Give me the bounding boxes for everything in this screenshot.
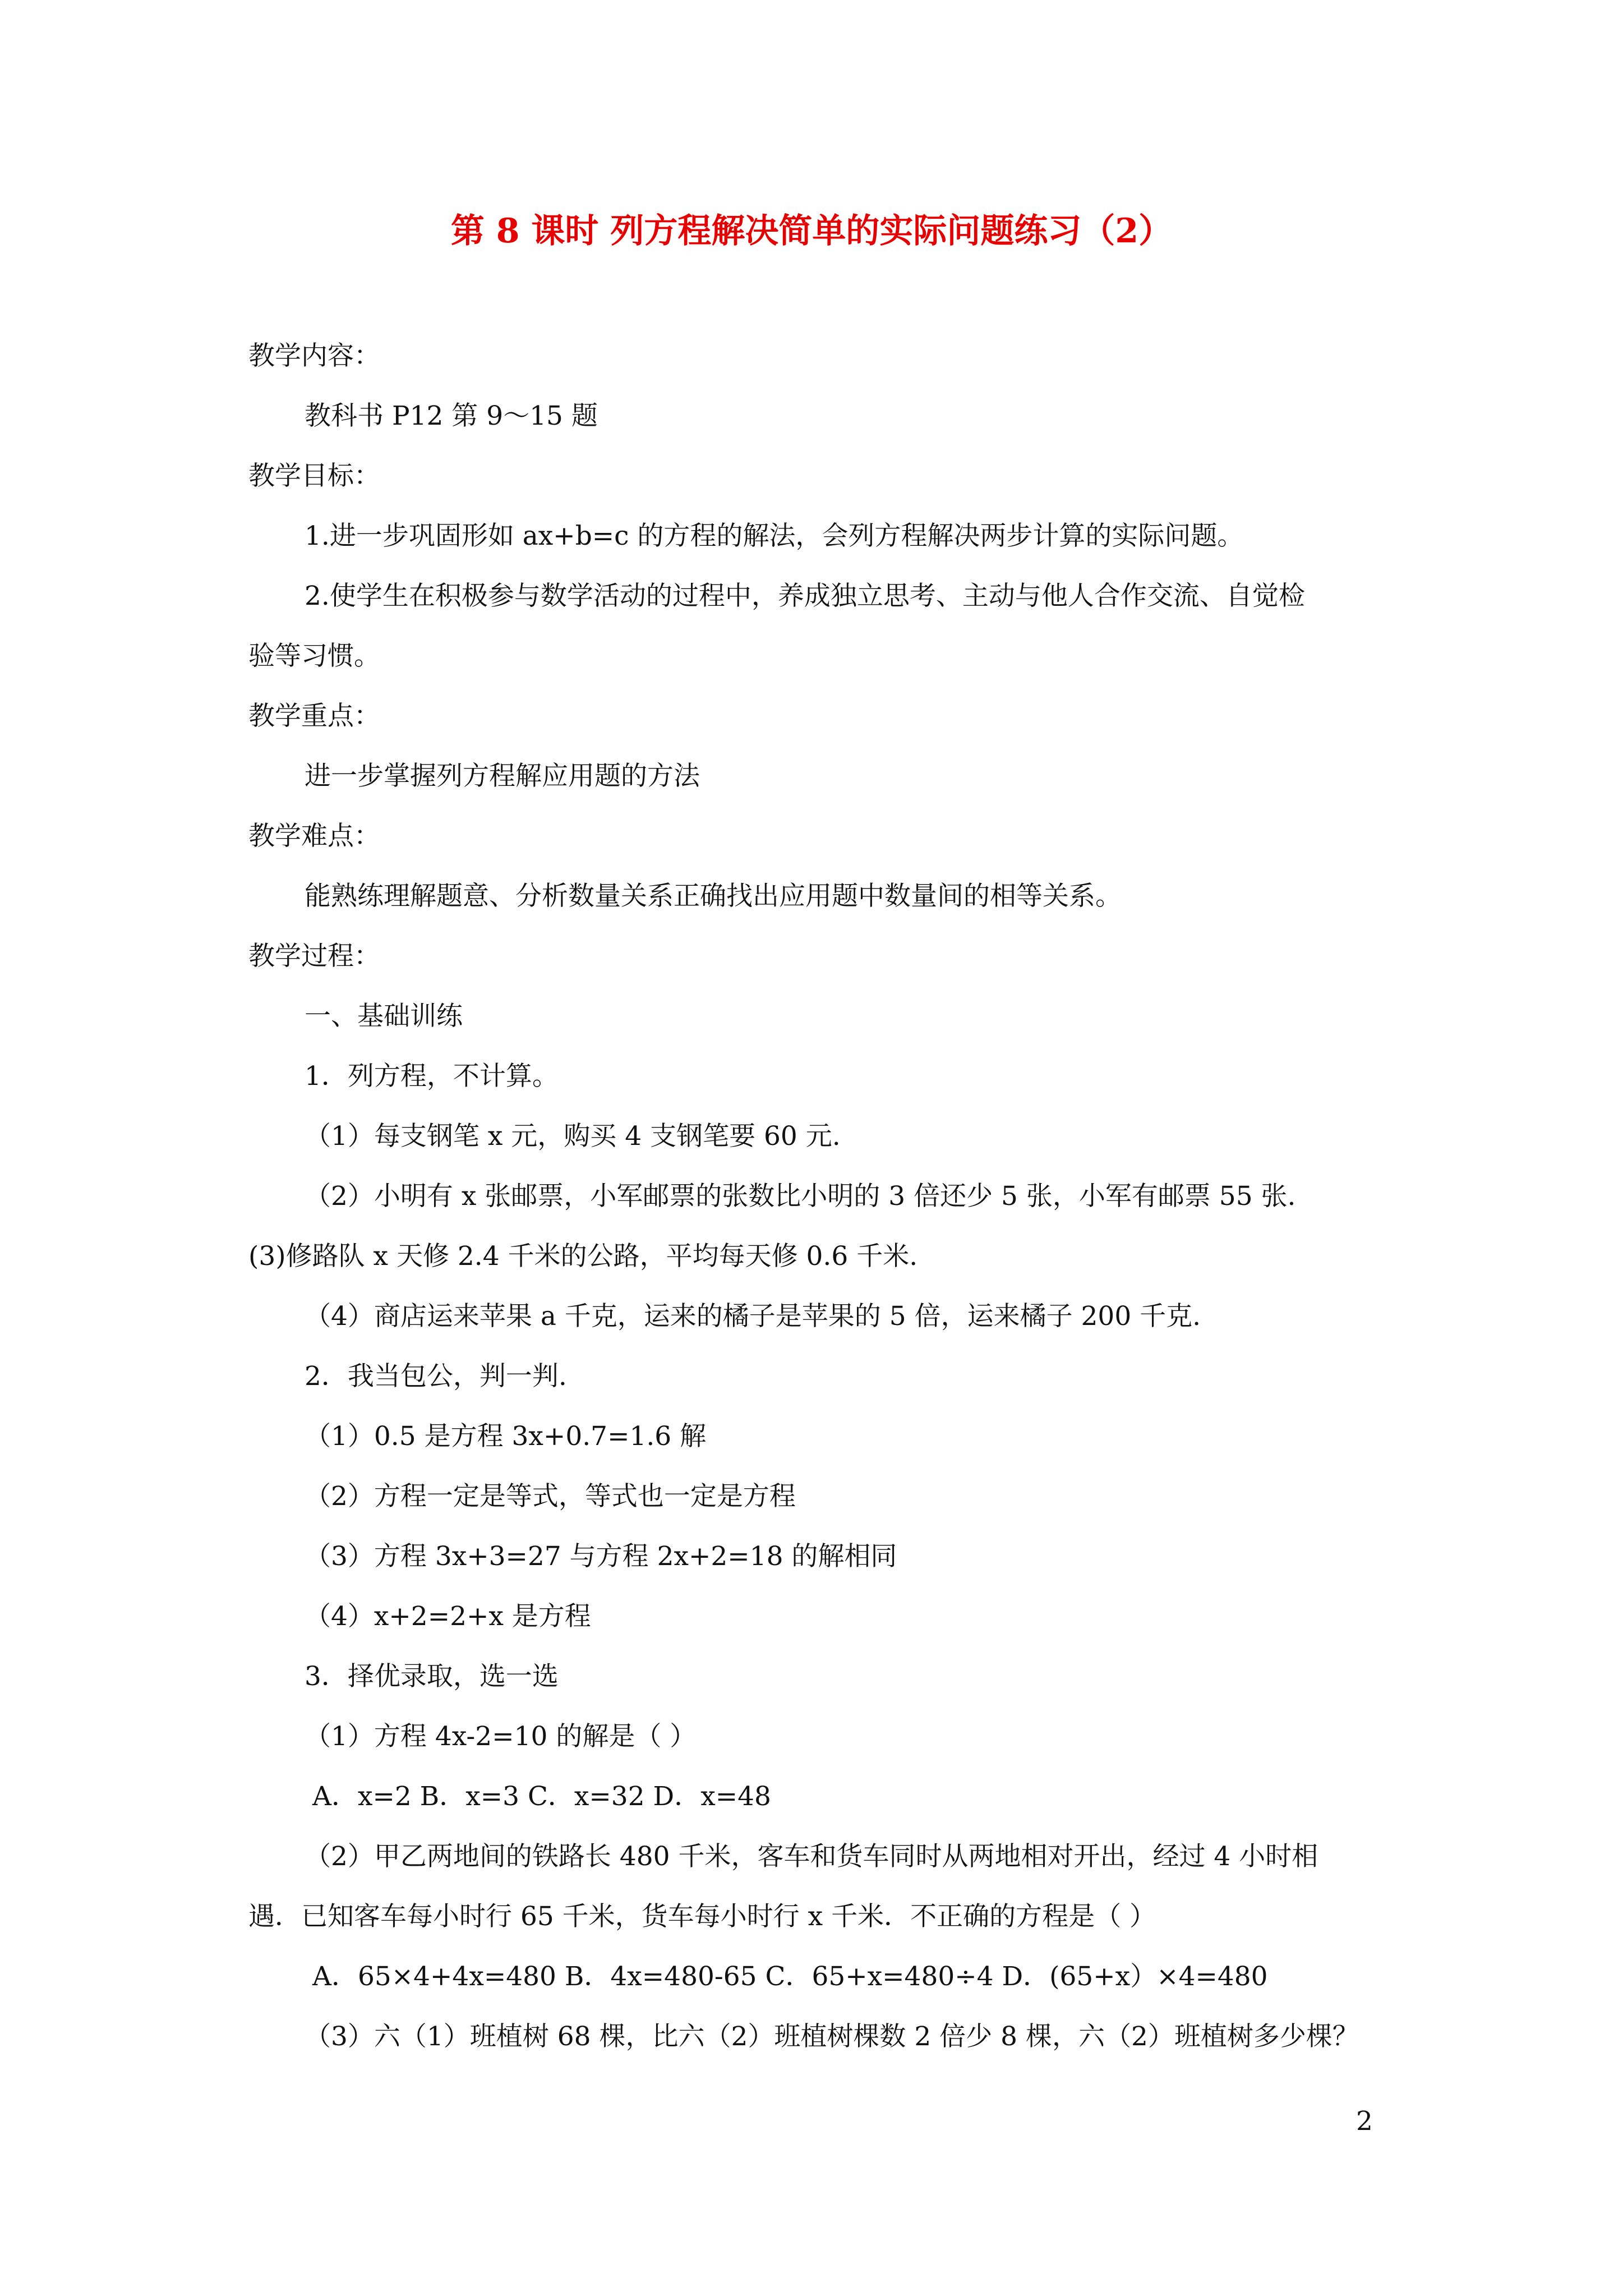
key-point-text: 进一步掌握列方程解应用题的方法 bbox=[305, 761, 700, 792]
question-3-item-2-continued: 遇．已知客车每小时行 65 千米，货车每小时行 x 千米．不正确的方程是（ ） bbox=[248, 1901, 1156, 1932]
heading-teaching-content: 教学内容： bbox=[248, 341, 380, 371]
question-3-item-2: （2）甲乙两地间的铁路长 480 千米，客车和货车同时从两地相对开出，经过 4 小时相 bbox=[305, 1841, 1318, 1872]
question-1-item-2: （2）小明有 x 张邮票，小军邮票的张数比小明的 3 倍还少 5 张，小军有邮票 55 张. bbox=[305, 1181, 1296, 1212]
question-1-item-4: （4）商店运来苹果 a 千克，运来的橘子是苹果的 5 倍，运来橘子 200 千克. bbox=[305, 1301, 1201, 1332]
question-3-item-1: （1）方程 4x-2=10 的解是（ ） bbox=[305, 1721, 697, 1752]
heading-teaching-goals: 教学目标： bbox=[248, 461, 380, 491]
lesson-title: 第 8 课时 列方程解决简单的实际问题练习（2） bbox=[450, 211, 1173, 251]
section-basic-training: 一、基础训练 bbox=[305, 1001, 463, 1032]
question-2-heading: 2．我当包公，判一判. bbox=[305, 1361, 567, 1392]
question-3-item-1-options: A．x=2 B．x=3 C．x=32 D．x=48 bbox=[312, 1781, 771, 1812]
question-2-item-4: （4）x+2=2+x 是方程 bbox=[305, 1601, 591, 1632]
question-3-heading: 3．择优录取，选一选 bbox=[305, 1661, 559, 1692]
textbook-reference: 教科书 P12 第 9～15 题 bbox=[305, 401, 598, 431]
difficulty-text: 能熟练理解题意、分析数量关系正确找出应用题中数量间的相等关系。 bbox=[305, 881, 1122, 912]
question-2-item-2: （2）方程一定是等式，等式也一定是方程 bbox=[305, 1481, 796, 1512]
heading-teaching-process: 教学过程： bbox=[248, 941, 380, 972]
question-2-item-1: （1）0.5 是方程 3x+0.7=1.6 解 bbox=[305, 1421, 707, 1452]
goal-2-continued: 验等习惯。 bbox=[248, 641, 380, 671]
goal-1: 1.进一步巩固形如 ax+b=c 的方程的解法，会列方程解决两步计算的实际问题。 bbox=[305, 521, 1244, 551]
heading-difficulties: 教学难点： bbox=[248, 821, 380, 852]
question-1-heading: 1．列方程，不计算。 bbox=[305, 1061, 559, 1092]
heading-key-points: 教学重点： bbox=[248, 701, 380, 731]
question-1-item-1: （1）每支钢笔 x 元，购买 4 支钢笔要 60 元. bbox=[305, 1121, 841, 1152]
page-number: 2 bbox=[1356, 2106, 1373, 2137]
question-2-item-3: （3）方程 3x+3=27 与方程 2x+2=18 的解相同 bbox=[305, 1541, 897, 1572]
question-3-item-3: （3）六（1）班植树 68 棵，比六（2）班植树棵数 2 倍少 8 棵，六（2）班植树多少棵？ bbox=[305, 2021, 1359, 2052]
question-3-item-2-options: A．65×4+4x=480 B．4x=480-65 C．65+x=480÷4 D．(65+x）×4=480 bbox=[312, 1961, 1268, 1992]
question-1-item-3: (3)修路队 x 天修 2.4 千米的公路，平均每天修 0.6 千米. bbox=[248, 1241, 918, 1272]
goal-2: 2.使学生在积极参与数学活动的过程中，养成独立思考、主动与他人合作交流、自觉检 bbox=[305, 581, 1305, 611]
